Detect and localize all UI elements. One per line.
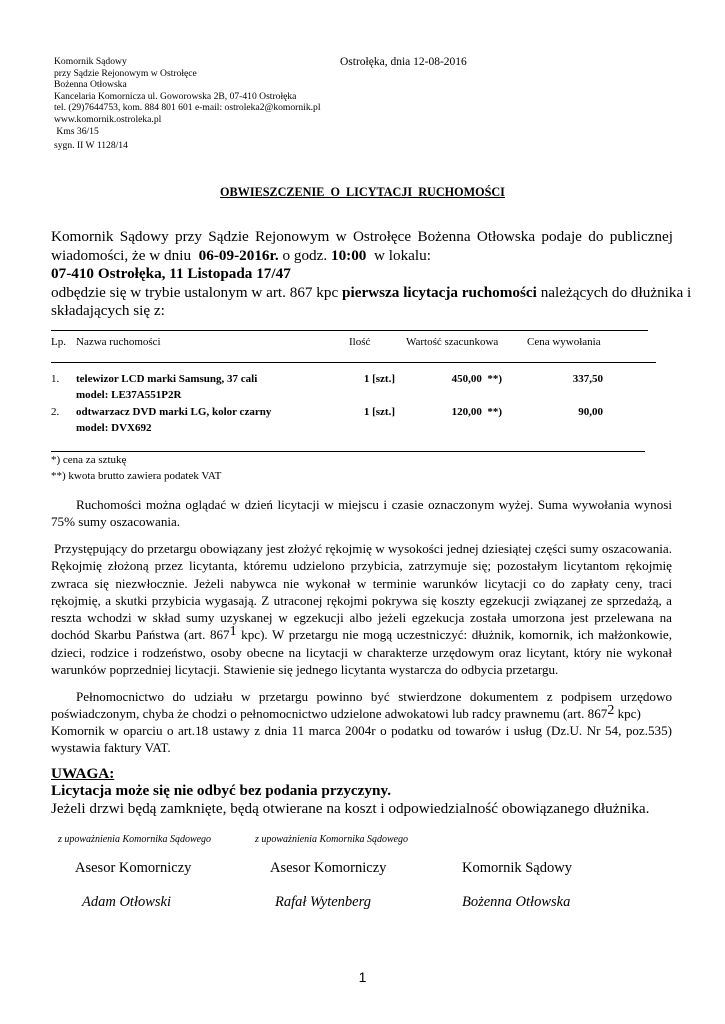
item-price: 90,00 (578, 406, 603, 418)
page-number: 1 (358, 969, 367, 985)
item-value: 120,00 **) (451, 406, 502, 418)
sygnature: sygn. II W 1128/14 (54, 140, 128, 151)
col-header-lp: Lp. (51, 336, 66, 348)
intro-text: w lokalu: (366, 246, 431, 264)
intro-line-5: składających się z: (51, 302, 165, 319)
signatory-name: Bożenna Otłowska (462, 894, 571, 910)
intro-line-2 (51, 247, 673, 266)
col-header-price: Cena wywołania (527, 336, 601, 348)
intro-text: odbędzie się w trybie ustalonym w art. 867 kpc (51, 283, 343, 301)
col-header-qty: Ilość (349, 336, 371, 348)
paragraph-text: kpc). W przetargu nie mogą uczestniczyć: dłużnik, komornik, ich małżonkowie, dzieci, rodzice i rodzeństwo, osoby obecne na licytacji w charakterze urzędowym oraz licytant, który nie wykonał warunków poprzedniej licytacji. Stawienie się jednego licytanta wystarcza do odbycia przetargu. (51, 627, 672, 678)
item-name: telewizor LCD marki Samsung, 37 cali (76, 373, 258, 385)
proxy-paragraph (51, 688, 672, 723)
item-name: odtwarzacz DVD marki LG, kolor czarny (76, 406, 272, 418)
header-line: przy Sądzie Rejonowym w Ostrołęce (54, 67, 197, 79)
place-date: Ostrołęka, dnia 12-08-2016 (340, 56, 467, 68)
header-line: Bożenna Otłowska (54, 79, 127, 91)
auction-address: 07-410 Ostrołęka, 11 Listopada 17/47 (51, 265, 291, 282)
superscript: 2 (607, 703, 615, 719)
signatory-name: Adam Otłowski (82, 894, 172, 910)
col-header-value: Wartość szacunkowa (406, 336, 499, 348)
header-line: Kancelaria Komornicza ul. Goworowska 2B, 07-410 Ostrołęka (54, 90, 297, 102)
auction-time: 10:00 (330, 246, 367, 264)
row-lp: 2. (51, 406, 60, 418)
item-model: model: DVX692 (76, 422, 152, 434)
item-model: model: LE37A551P2R (76, 389, 182, 401)
authorization-note: z upoważnienia Komornika Sądowego (58, 834, 212, 845)
notice-line: Jeżeli drzwi będą zamknięte, będą otwierane na koszt i odpowiedzialność obowiązanego dłużnika. (51, 800, 650, 817)
intro-line-4 (51, 283, 692, 303)
case-number: Kms 36/15 (54, 125, 99, 137)
signatory-role: Asesor Komorniczy (270, 860, 387, 876)
signatory-name: Rafał Wytenberg (275, 894, 371, 910)
header-line: tel. (29)7644753, kom. 884 801 601 e-mail: ostroleka2@komornik.pl (54, 102, 321, 114)
paragraph-text: Pełnomocnictwo do udziału w przetargu powinno być stwierdzone dokumentem z podpisem urzędowo poświadczonym, chyba że chodzi o pełnomocnictwo udzielone adwokatowi lub radcy prawnemu (art. 867 (51, 689, 672, 722)
authorization-note: z upoważnienia Komornika Sądowego (255, 834, 409, 845)
auction-type: pierwsza licytacja ruchomości (342, 283, 537, 301)
bailiff-header (54, 56, 321, 137)
intro-text: o godz. (278, 246, 331, 264)
intro-text: należących do dłużnika i (536, 283, 692, 301)
footnote-price: *) cena za sztukę (51, 454, 127, 466)
notice-heading: UWAGA: (51, 765, 115, 782)
row-lp: 1. (51, 373, 60, 385)
document-title: OBWIESZCZENIE O LICYTACJI RUCHOMOŚCI (220, 185, 505, 199)
item-price: 337,50 (572, 373, 603, 385)
header-line: www.komornik.ostroleka.pl (54, 113, 162, 125)
notice-bold-line: Licytacja może się nie odbyć bez podania przyczyny. (51, 782, 391, 799)
superscript: 1 (229, 624, 237, 640)
vat-paragraph: Komornik w oparciu o art.18 ustawy z dnia 11 marca 2004r o podatku od towarów i usług (Dz.U. Nr 54, poz.535) wystawia faktury VAT. (51, 723, 672, 756)
item-qty: 1 [szt.] (363, 373, 395, 385)
auction-date: 06-09-2016r. (198, 246, 279, 264)
item-qty: 1 [szt.] (363, 406, 395, 418)
signatory-role: Asesor Komorniczy (75, 860, 192, 876)
paragraph-text: Przystępujący do przetargu obowiązany jest złożyć rękojmię w wysokości jednej dziesiątej części sumy oszacowania. Rękojmię złożoną przez licytanta, któremu udzielono przybicia, zatrzymuje się; pozostałym licytantom rękojmię zwraca się niezwłocznie. Jeżeli nabywca nie wykonał w terminie warunków licytacji co do zapłaty ceny, traci rękojmię, a skutki przybicia wygasają. Z utraconej rękojmi pokrywa się koszty egzekucji związanej ze sprzedażą, a reszta wchodzi w skład sumy uzyskanej w egzekucji albo jeżeli egzekucja została umorzona jest przelewana na dochód Skarbu Państwa (art. 867 (51, 541, 672, 643)
header-line: Komornik Sądowy (54, 56, 127, 67)
col-header-name: Nazwa ruchomości (76, 336, 161, 348)
item-value: 450,00 **) (451, 373, 502, 385)
signatory-role: Komornik Sądowy (462, 860, 572, 876)
table-top-rule (51, 330, 648, 331)
footnote-vat: **) kwota brutto zawiera podatek VAT (51, 469, 222, 482)
intro-text: wiadomości, że w dniu (51, 246, 199, 264)
table-header-rule (51, 362, 656, 363)
intro-line-1: Komornik Sądowy przy Sądzie Rejonowym w Ostrołęce Bożenna Otłowska podaje do publicznej (51, 228, 673, 245)
table-bottom-rule (51, 451, 645, 452)
deposit-paragraph (51, 540, 672, 678)
viewing-paragraph: Ruchomości można oglądać w dzień licytacji w miejscu i czasie oznaczonym wyżej. Suma wywołania wynosi 75% sumy oszacowania. (51, 497, 672, 530)
paragraph-text: kpc) (614, 706, 641, 722)
